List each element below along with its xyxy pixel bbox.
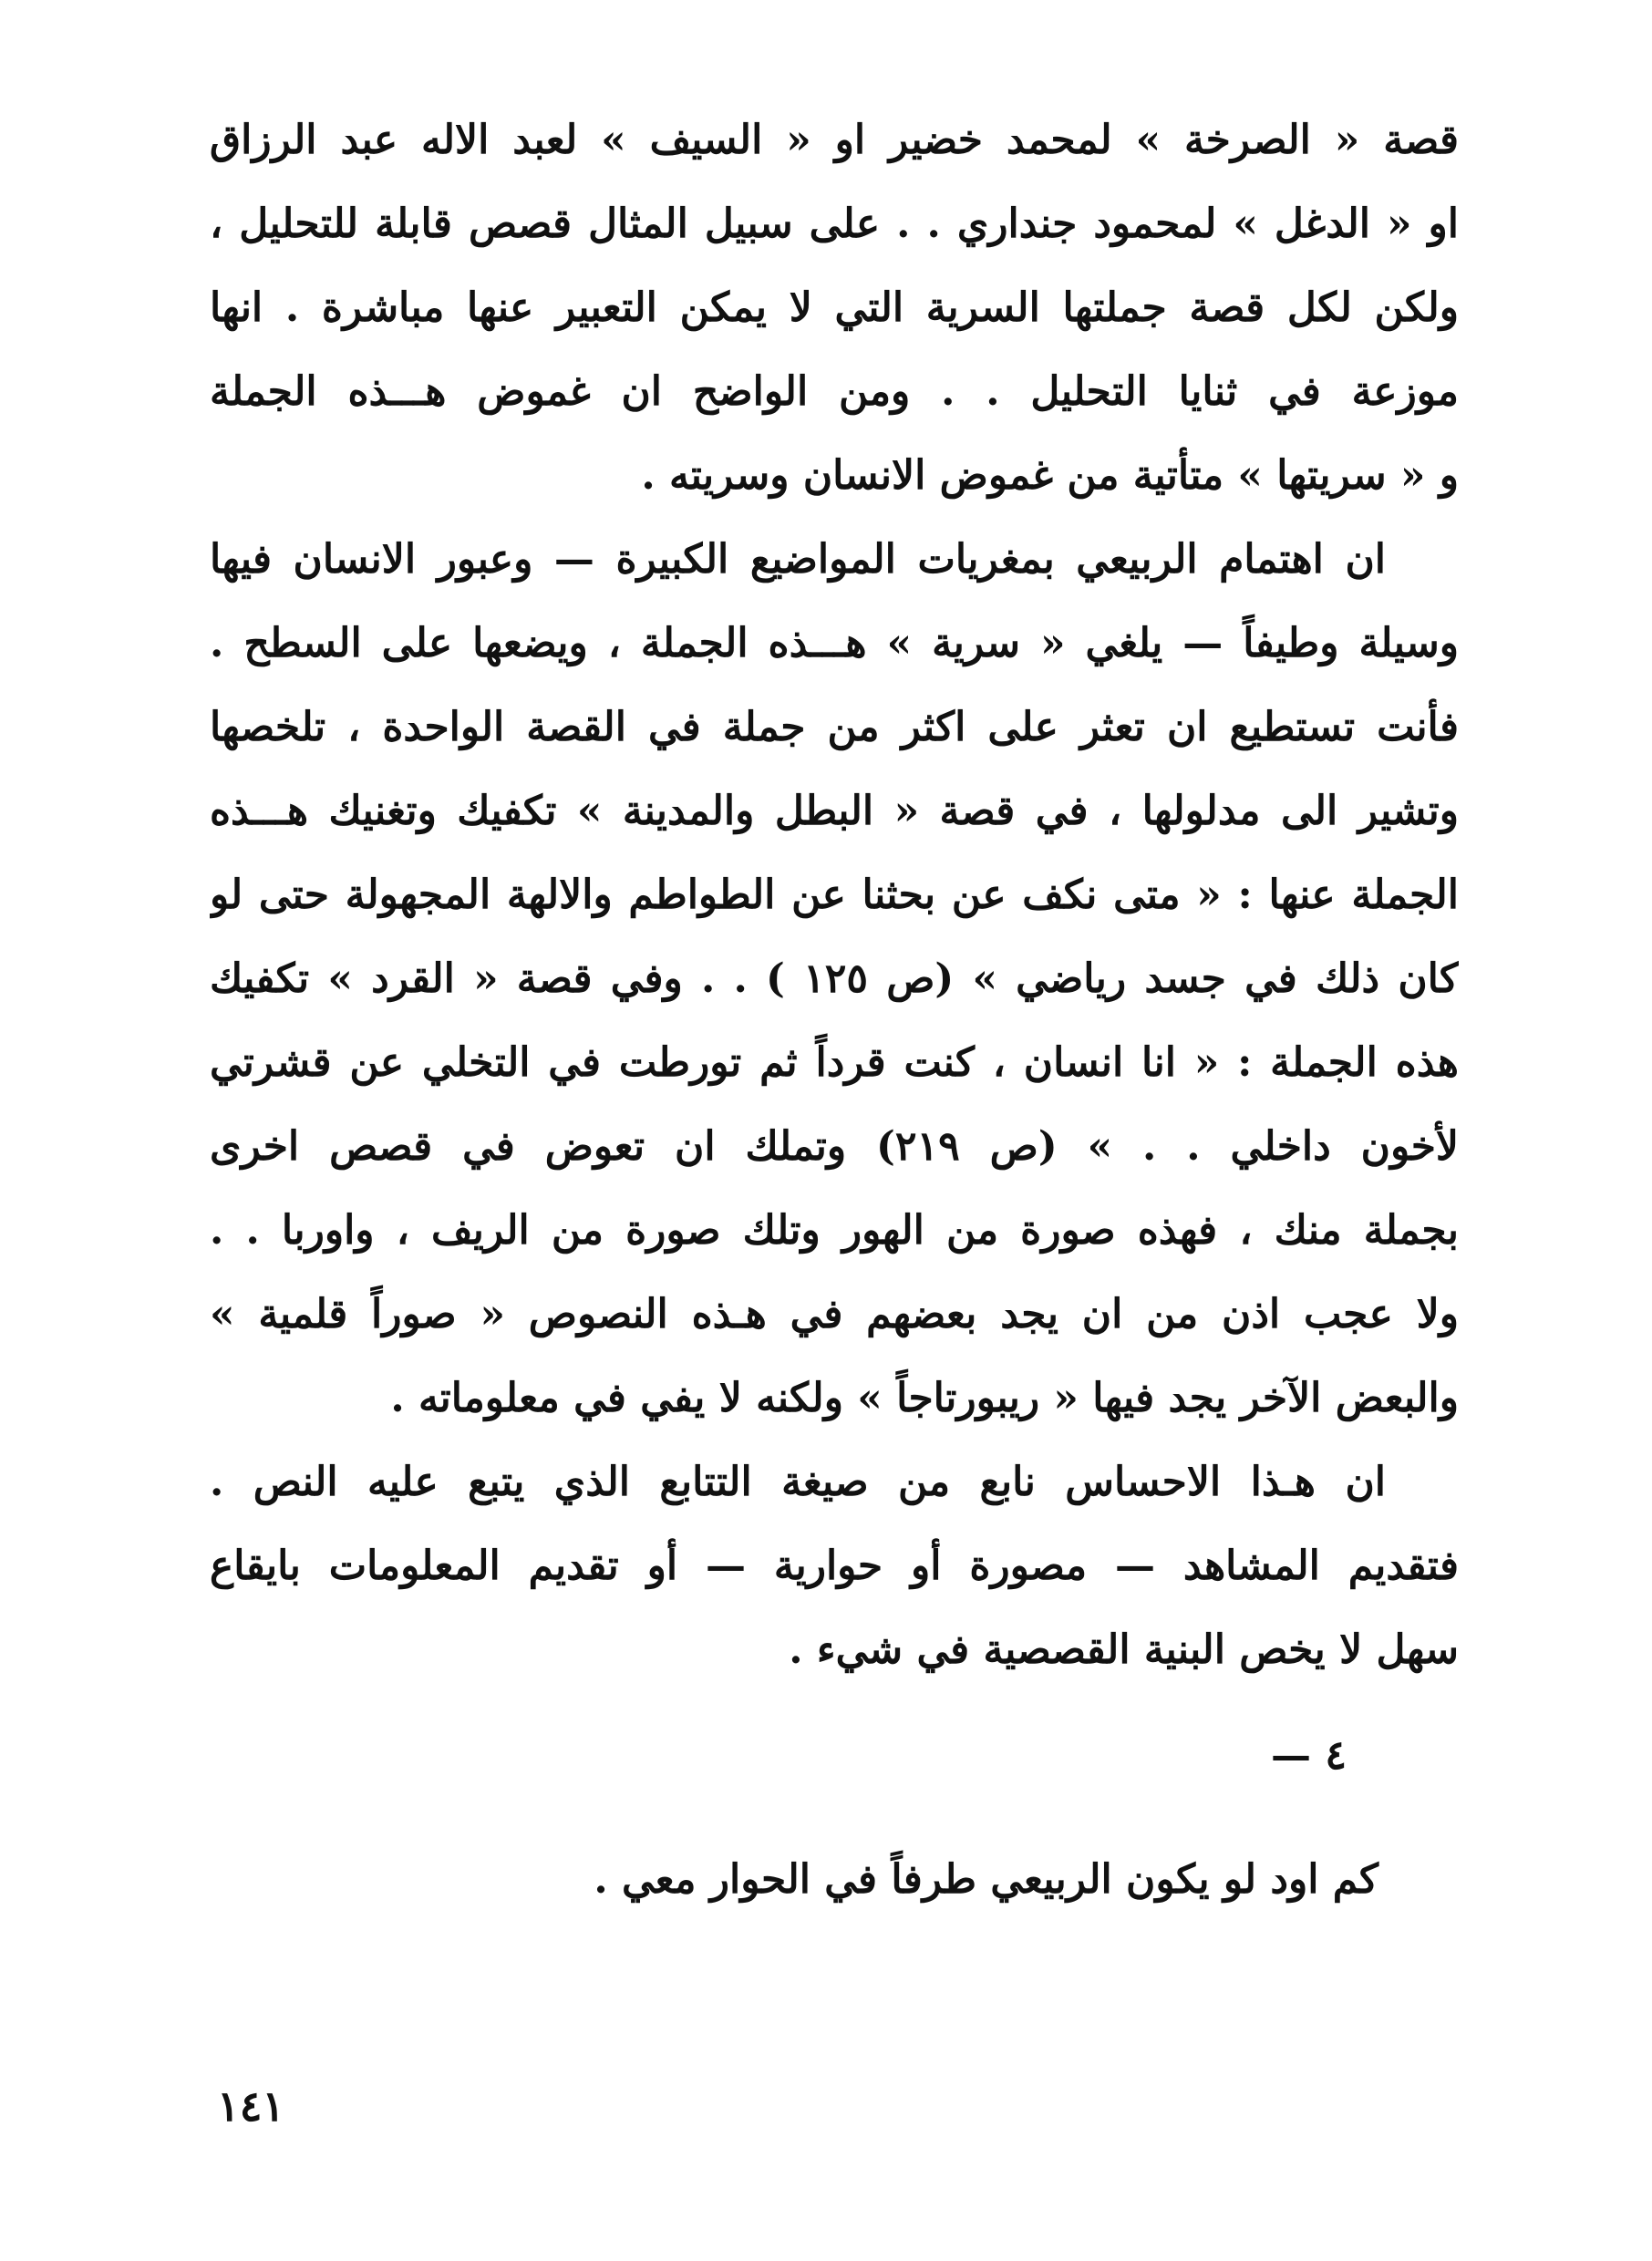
text-line: موزعة في ثنايا التحليل . . ومن الواضح ان غموض هـــذه الجملة <box>210 368 1459 415</box>
text-line: ان هـذا الاحساس نابع من صيغة التتابع الذي يتبع عليه النص . <box>210 1459 1386 1505</box>
text-line: فتقديم المشاهد — مصورة أو حوارية — أو تقديم المعلومات بايقاع <box>210 1543 1459 1589</box>
text-line: ولا عجب اذن من ان يجد بعضهم في هـذه النصوص « صوراً قلمية » <box>210 1291 1459 1337</box>
section-number: ٤ — <box>1271 1732 1347 1779</box>
text-line: قصة « الصرخة » لمحمد خضير او « السيف » لعبد الاله عبد الرزاق <box>210 117 1459 163</box>
text-line: كان ذلك في جسد رياضي » (ص ١٢٥ ) . . وفي قصة « القرد » تكفيك <box>210 955 1459 1002</box>
text-line: او « الدغل » لمحمود جنداري . . على سبيل المثال قصص قابلة للتحليل ، <box>210 201 1459 247</box>
text-line: ان اهتمام الربيعي بمغريات المواضيع الكبيرة — وعبور الانسان فيها <box>210 536 1386 583</box>
paragraph-2 <box>210 518 1459 1440</box>
text-line: ولكن لكل قصة جملتها السرية التي لا يمكن التعبير عنها مباشرة . انها <box>210 284 1459 331</box>
text-line: و « سريتها » متأتية من غموض الانسان وسريته . <box>641 452 1459 499</box>
text-line: وتشير الى مدلولها ، في قصة « البطل والمدينة » تكفيك وتغنيك هـــذه <box>210 788 1459 834</box>
text-line: فأنت تستطيع ان تعثر على اكثر من جملة في القصة الواحدة ، تلخصها <box>210 704 1459 750</box>
text-line: لأخون داخلي . . » (ص ٢١٩) وتملك ان تعوض في قصص اخرى <box>210 1123 1459 1170</box>
paragraph-1 <box>210 98 1459 518</box>
text-line: سهل لا يخص البنية القصصية في شيء . <box>789 1626 1459 1673</box>
text-line: وسيلة وطيفاً — يلغي « سرية » هـــذه الجملة ، ويضعها على السطح . <box>210 620 1459 666</box>
paragraph-3 <box>210 1440 1459 1692</box>
closing-line: كم اود لو يكون الربيعي طرفاً في الحوار معي . <box>594 1856 1378 1903</box>
text-line: بجملة منك ، فهذه صورة من الهور وتلك صورة من الريف ، واوربا . . <box>210 1207 1459 1254</box>
page-number: ١٤١ <box>217 2081 285 2131</box>
text-line: والبعض الآخر يجد فيها « ريبورتاجاً » ولكنه لا يفي في معلوماته . <box>390 1375 1459 1421</box>
text-line: الجملة عنها : « متى نكف عن بحثنا عن الطواطم والالهة المجهولة حتى لو <box>210 872 1459 918</box>
text-line: هذه الجملة : « انا انسان ، كنت قرداً ثم تورطت في التخلي عن قشرتي <box>210 1039 1459 1086</box>
